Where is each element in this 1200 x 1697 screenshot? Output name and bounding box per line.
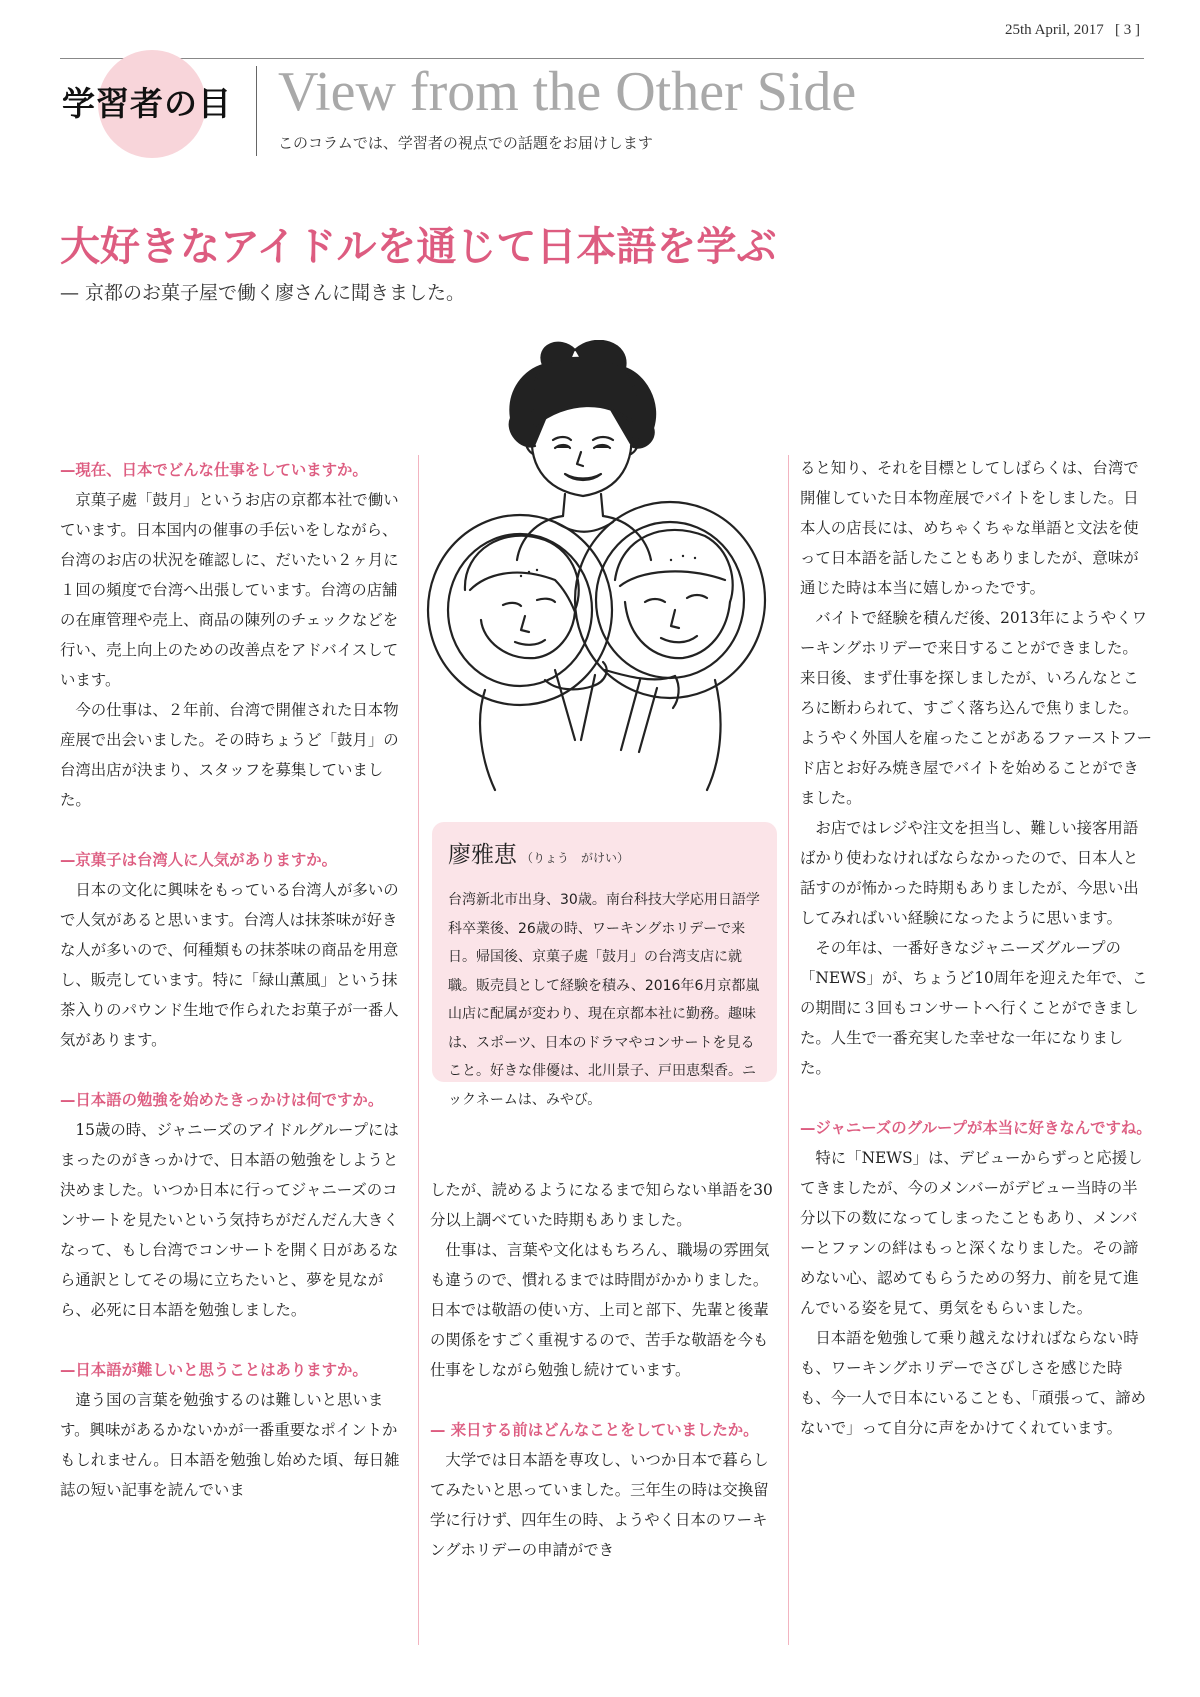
column-divider-2 [788,455,789,1645]
answer-paragraph: ると知り、それを目標としてしばらくは、台湾で開催していた日本物産展でバイトをしました。日本人の店長には、めちゃくちゃな単語と文法を使って日本語を話したこともありましたが、意味が通じた時は本当に嬉しかったです。 [800,459,1139,597]
profile-bio: 台湾新北市出身、30歳。南台科技大学応用日語学科卒業後、26歳の時、ワーキングホリデーで来日。帰国後、京菓子處「鼓月」の台湾支店に就職。販売員として経験を積み、2016年6月京都嵐山店に配属が変わり、現在京都本社に勤務。趣味は、スポーツ、日本のドラマやコンサートを見ること。好きな俳優は、北川景子、戸田恵梨香。ニックネームは、みやび。 [448,892,760,1108]
column-2 [430,1175,782,1565]
column-label: 学習者の目 [62,84,232,123]
answer-paragraph: 今の仕事は、２年前、台湾で開催された日本物産展で出会いました。その時ちょうど「鼓月」の台湾出店が決まり、スタッフを募集していました。 [60,701,399,809]
answer-paragraph: 京菓子處「鼓月」というお店の京都本社で働いています。日本国内の催事の手伝いをしながら、台湾のお店の状況を確認しに、だいたい２ヶ月に１回の頻度で台湾へ出張しています。台湾の店舗の在庫管理や売上、商品の陳列のチェックなどを行い、売上向上のための改善点をアドバイスしています。 [60,491,399,689]
column-divider-1 [418,455,419,1645]
header-divider [256,66,257,156]
question-heading: —日本語が難しいと思うことはありますか。 [60,1361,368,1379]
profile-name: 廖雅恵 [448,842,517,868]
portrait-illustration [425,340,785,810]
column-3 [800,453,1152,1443]
answer-paragraph: 日本語を勉強して乗り越えなければならない時も、ワーキングホリデーでさびしさを感じた時も、今一人で日本にいることも、「頑張って、諦めないで」って自分に声をかけてくれています。 [800,1329,1146,1437]
answer-paragraph: 大学では日本語を専攻し、いつか日本で暮らしてみたいと思っていました。三年生の時は交換留学に行けず、四年生の時、ようやく日本のワーキングホリデーの申請ができ [430,1451,769,1559]
answer-paragraph: 仕事は、言葉や文化はもちろん、職場の雰囲気も違うので、慣れるまでは時間がかかりました。日本では敬語の使い方、上司と部下、先輩と後輩の関係をすごく重視するので、苦手な敬語を今も仕事をしながら勉強し続けています。 [430,1241,770,1379]
answer-paragraph: バイトで経験を積んだ後、2013年にようやくワーキングホリデーで来日することができました。来日後、まず仕事を探しましたが、いろんなところに断わられて、すごく落ち込んで焦りました。ようやく外国人を雇ったことがあるファーストフード店とお好み焼き屋でバイトを始めることができました。 [800,609,1152,807]
answer-paragraph: 違う国の言葉を勉強するのは難しいと思います。興味があるかないかが一番重要なポイントかもしれません。日本語を勉強し始めた頃、毎日雑誌の短い記事を読んでいま [60,1391,400,1499]
issue-date: 25th April, 2017 [1004,22,1104,38]
column-1 [60,455,412,1505]
profile-name-line [448,836,629,869]
article-title: 大好きなアイドルを通じて日本語を学ぶ [60,224,777,270]
article-subtitle: — 京都のお菓子屋で働く廖さんに聞きました。 [60,282,466,304]
question-heading: —ジャニーズのグループが本当に好きなんですね。 [800,1119,1152,1137]
answer-paragraph: お店ではレジや注文を担当し、難しい接客用語ばかり使わなければならなかったので、日本人と話すのが怖かった時期もありましたが、今思い出してみればいい経験になったように思います。 [800,819,1139,927]
column-description: このコラムでは、学習者の視点での話題をお届けします [278,134,653,152]
top-rule [60,58,1144,59]
page-number: [ 3 ] [1115,22,1140,38]
date-line [920,22,1140,39]
column-title-en: View from the Other Side [278,61,857,123]
question-heading: —京菓子は台湾人に人気がありますか。 [60,851,338,869]
answer-paragraph: その年は、一番好きなジャニーズグループの「NEWS」が、ちょうど10周年を迎えた年で、この期間に３回もコンサートへ行くことができました。人生で一番充実した幸せな一年になりました。 [800,939,1148,1077]
profile-reading: （りょう がけい） [521,851,630,865]
question-heading: — 来日する前はどんなことをしていましたか。 [430,1421,759,1439]
answer-paragraph: 15歳の時、ジャニーズのアイドルグループにはまったのがきっかけで、日本語の勉強をしようと決めました。いつか日本に行ってジャニーズのコンサートを見たいという気持ちがだんだん大きくなって、もし台湾でコンサートを開く日があるなら通訳としてその場に立ちたいと、夢を見ながら、必死に日本語を勉強しました。 [60,1121,399,1319]
question-heading: —日本語の勉強を始めたきっかけは何ですか。 [60,1091,384,1109]
answer-paragraph: 特に「NEWS」は、デビューからずっと応援してきましたが、今のメンバーがデビュー当時の半分以下の数になってしまったこともあり、メンバーとファンの絆はもっと深くなりました。その諦めない心、認めてもらうための努力、前を見て進んでいる姿を見て、勇気をもらいました。 [800,1149,1143,1317]
answer-paragraph: したが、読めるようになるまで知らない単語を30分以上調べていた時期もありました。 [430,1181,773,1229]
answer-paragraph: 日本の文化に興味をもっている台湾人が多いので人気があると思います。台湾人は抹茶味が好きな人が多いので、何種類もの抹茶味の商品を用意し、販売しています。特に「緑山薫風」という抹茶入りのパウンド生地で作られたお菓子が一番人気があります。 [60,881,399,1049]
question-heading: —現在、日本でどんな仕事をしていますか。 [60,461,368,479]
